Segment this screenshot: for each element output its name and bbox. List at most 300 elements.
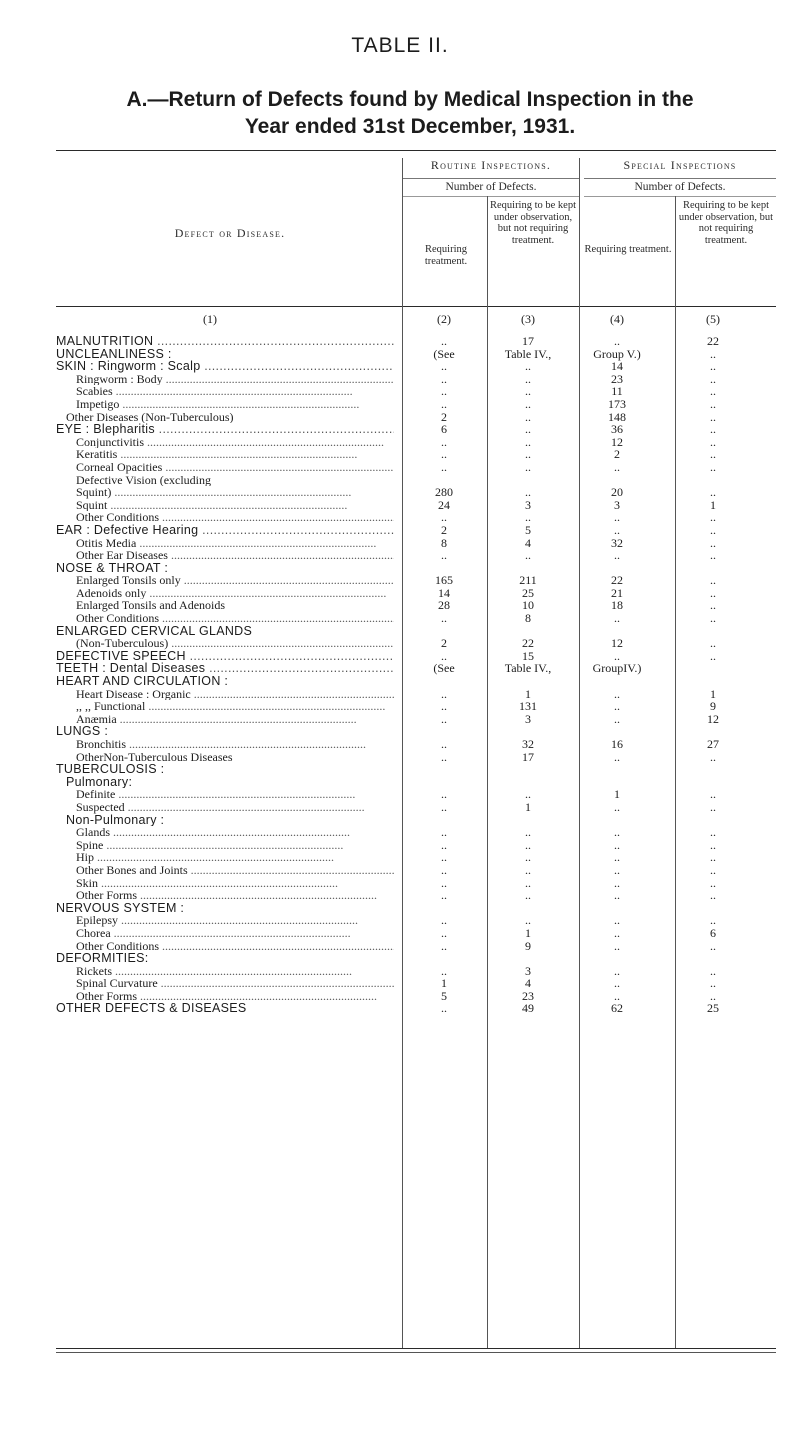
defect-label-text: Other Bones and Joints .....	[76, 864, 394, 877]
defect-label-text: Scabies .....	[76, 385, 353, 398]
cell-c5: 1	[710, 686, 716, 701]
defect-label	[76, 801, 394, 814]
cell-c2: 2	[441, 522, 447, 537]
cell-c2: ..	[441, 434, 447, 449]
cell-c3: 3	[525, 497, 531, 512]
table-row	[56, 448, 776, 461]
cell-c4: 16	[611, 737, 623, 751]
cell-c2: ..	[441, 396, 447, 411]
cell-c4: ..	[614, 711, 620, 726]
defect-label	[56, 360, 394, 373]
cell-c5: ..	[710, 988, 716, 1003]
defect-label	[56, 725, 394, 738]
defect-label-text: Other Diseases (Non-Tuberculous)	[66, 410, 234, 424]
cell-c5: ..	[710, 434, 716, 449]
table-row	[56, 952, 776, 965]
defect-label	[76, 914, 394, 927]
defect-column-header: Defect or Disease.	[174, 226, 286, 240]
defect-label-text: Pulmonary:	[66, 775, 133, 789]
defect-label-text: Skin .....	[76, 877, 338, 890]
defect-label-text: Squint .....	[76, 499, 347, 512]
defects-table-body	[56, 335, 776, 1015]
table-row	[56, 990, 776, 1003]
cell-c3: 3	[525, 963, 531, 978]
table-row	[56, 851, 776, 864]
defect-label	[56, 348, 394, 361]
table-row	[56, 499, 776, 512]
cell-c3: 1	[525, 686, 531, 701]
cell-c4: ..	[614, 913, 620, 928]
table-row	[56, 927, 776, 940]
cell-c4: ..	[614, 611, 620, 626]
cell-c4: GroupIV.)	[592, 661, 642, 676]
header-bottom-rule	[56, 306, 776, 307]
cell-c3: 25	[522, 585, 534, 600]
defect-label	[76, 511, 394, 524]
defect-label	[66, 776, 394, 789]
table-row	[56, 713, 776, 726]
defect-label	[56, 625, 394, 638]
cell-c2: ..	[441, 837, 447, 852]
special-number-underline	[584, 196, 776, 197]
cell-c2: ..	[441, 686, 447, 701]
cell-c3: ..	[525, 384, 531, 399]
cell-c5: ..	[710, 396, 716, 411]
defect-label	[76, 574, 394, 587]
defect-label	[76, 826, 394, 839]
defect-label	[76, 751, 394, 764]
cell-c2: (See	[433, 661, 455, 676]
defect-label	[56, 675, 394, 688]
table-row	[56, 662, 776, 675]
table-row	[56, 360, 776, 373]
cell-c3: 4	[525, 535, 531, 550]
col-number-1: (1)	[203, 312, 217, 326]
defect-label	[56, 763, 394, 776]
defect-label	[76, 927, 394, 940]
cell-c2: ..	[441, 459, 447, 474]
cell-c2: ..	[441, 875, 447, 890]
cell-c2: ..	[441, 799, 447, 814]
cell-c3: ..	[525, 434, 531, 449]
cell-c5: ..	[710, 938, 716, 953]
cell-c5: ..	[710, 384, 716, 399]
defect-label	[76, 474, 394, 487]
defect-label-text: LUNGS :	[56, 725, 109, 738]
cell-c5: ..	[710, 825, 716, 840]
defect-label	[76, 851, 394, 864]
table-row	[56, 574, 776, 587]
table-row	[56, 965, 776, 978]
cell-c5: ..	[710, 598, 716, 613]
defect-label-text: Spinal Curvature .....	[76, 977, 394, 990]
cell-c2: 2	[441, 636, 447, 651]
cell-c4: 3	[614, 497, 620, 512]
defect-label-text: DEFORMITIES:	[56, 952, 149, 965]
cell-c3: 3	[525, 711, 531, 726]
col-number-5: (5)	[706, 312, 720, 326]
defect-label-text: Glands .....	[76, 826, 350, 839]
cell-c2: 5	[441, 988, 447, 1003]
table-row	[56, 423, 776, 436]
defect-label	[76, 637, 394, 650]
table-row	[56, 751, 776, 764]
cell-c3: ..	[525, 396, 531, 411]
table-row	[56, 373, 776, 386]
table-row	[56, 826, 776, 839]
cell-c5: ..	[710, 787, 716, 802]
cell-c2: 2	[441, 409, 447, 424]
table-row	[56, 650, 776, 663]
table-row	[56, 524, 776, 537]
cell-c5: ..	[710, 888, 716, 903]
defect-label-text: Other Conditions .....	[76, 511, 394, 524]
cell-c4: 11	[611, 384, 623, 399]
defect-label-text: Suspected .....	[76, 801, 365, 814]
table-row	[56, 675, 776, 688]
table-row	[56, 940, 776, 953]
cell-c3: Table IV.,	[504, 346, 552, 361]
cell-c4: ..	[614, 686, 620, 701]
table-row	[56, 977, 776, 990]
cell-c2: 280	[435, 485, 453, 500]
defect-label	[76, 537, 394, 550]
table-row	[56, 587, 776, 600]
cell-c5: ..	[710, 422, 716, 437]
cell-c3: ..	[525, 862, 531, 877]
cell-c2: 28	[438, 598, 450, 613]
routine-inspections-header: Routine Inspections.	[430, 158, 552, 172]
routine-number-underline	[403, 196, 579, 197]
cell-c3: ..	[525, 548, 531, 563]
cell-c2: ..	[441, 825, 447, 840]
cell-c3: 9	[525, 938, 531, 953]
cell-c5: ..	[710, 409, 716, 424]
defect-label-text: Other Forms .....	[76, 990, 377, 1003]
defect-label-text: TUBERCULOSIS :	[56, 763, 165, 776]
defect-label	[76, 461, 394, 474]
table-row	[56, 776, 776, 789]
table-row	[56, 625, 776, 638]
cell-c2: ..	[441, 334, 447, 348]
defect-label	[76, 436, 394, 449]
col-number-4: (4)	[610, 312, 624, 326]
defect-label	[56, 524, 394, 537]
defect-label-text: MALNUTRITION .....	[56, 335, 394, 348]
table-row	[56, 839, 776, 852]
cell-c2: ..	[441, 913, 447, 928]
defect-label	[76, 877, 394, 890]
table-row	[56, 637, 776, 650]
defect-label-text: NERVOUS SYSTEM :	[56, 901, 185, 915]
cell-c5: ..	[710, 510, 716, 525]
special-requiring-observation: Requiring to be kept under observation, but not requiring treatment.	[678, 200, 774, 246]
cell-c4: ..	[614, 510, 620, 525]
table-row	[56, 348, 776, 361]
table-row	[56, 537, 776, 550]
table-row	[56, 612, 776, 625]
cell-c5: ..	[710, 548, 716, 563]
cell-c2: ..	[441, 447, 447, 462]
defect-label-text: OTHER DEFECTS & DISEASES	[56, 1002, 247, 1016]
table-row	[56, 877, 776, 890]
cell-c2: (See	[433, 346, 455, 361]
cell-c5: 6	[710, 925, 716, 940]
cell-c2: ..	[441, 737, 447, 751]
cell-c2: ..	[441, 925, 447, 940]
cell-c3: 1	[525, 925, 531, 940]
cell-c4: ..	[614, 988, 620, 1003]
defect-label	[56, 662, 394, 675]
cell-c5: ..	[710, 585, 716, 600]
table-row	[56, 902, 776, 915]
defect-label	[76, 587, 394, 600]
defect-label-text: Conjunctivitis .....	[76, 436, 384, 449]
cell-c4: ..	[614, 648, 620, 663]
table-row	[56, 562, 776, 575]
table-row	[56, 864, 776, 877]
cell-c3: ..	[525, 359, 531, 374]
cell-c3: ..	[525, 371, 531, 386]
defect-label-text: Defective Vision (excluding	[76, 473, 212, 487]
cell-c5: 9	[710, 699, 716, 714]
col-number-2: (2)	[437, 312, 451, 326]
cell-c5: 27	[707, 737, 719, 751]
cell-c5: ..	[710, 850, 716, 865]
cell-c4: ..	[614, 963, 620, 978]
cell-c4: 21	[611, 585, 623, 600]
defect-label	[76, 977, 394, 990]
cell-c4: ..	[614, 699, 620, 714]
defect-label-text: Impetigo .....	[76, 398, 359, 411]
defect-label-text: Other Forms .....	[76, 889, 377, 902]
defect-label-text: Other Ear Diseases .....	[76, 549, 394, 562]
table-row	[56, 801, 776, 814]
special-requiring-treatment: Requiring treatment.	[584, 244, 672, 255]
cell-c5: ..	[710, 963, 716, 978]
defect-label	[76, 398, 394, 411]
special-underline	[584, 178, 776, 179]
cell-c2: ..	[441, 749, 447, 764]
table-row	[56, 474, 776, 487]
cell-c4: ..	[614, 799, 620, 814]
defect-label	[76, 499, 394, 512]
cell-c5: ..	[710, 862, 716, 877]
defect-label	[66, 411, 394, 424]
cell-c5: ..	[710, 459, 716, 474]
routine-number-of-defects: Number of Defects.	[445, 181, 537, 193]
cell-c4: ..	[614, 976, 620, 991]
cell-c3: 23	[522, 988, 534, 1003]
defect-label	[76, 599, 394, 612]
table-row	[56, 385, 776, 398]
defect-label	[56, 902, 394, 915]
table-row	[56, 700, 776, 713]
cell-c5: ..	[710, 611, 716, 626]
defect-label	[76, 713, 394, 726]
defect-label-text: NOSE & THROAT :	[56, 561, 169, 575]
table-row	[56, 788, 776, 801]
routine-underline	[403, 178, 579, 179]
cell-c2: ..	[441, 548, 447, 563]
cell-c2: 8	[441, 535, 447, 550]
cell-c4: Group V.)	[593, 346, 641, 361]
cell-c4: ..	[614, 749, 620, 764]
cell-c2: ..	[441, 648, 447, 663]
defect-label-text: Heart Disease : Organic .....	[76, 688, 394, 701]
defect-label-text: Bronchitis .....	[76, 738, 366, 751]
defect-label-text: EAR : Defective Hearing .....	[56, 524, 394, 537]
cell-c2: ..	[441, 611, 447, 626]
cell-c4: 22	[611, 573, 623, 588]
cell-c3: ..	[525, 787, 531, 802]
defect-label-text: Other Conditions .....	[76, 612, 394, 625]
cell-c3: ..	[525, 459, 531, 474]
report-heading	[60, 86, 760, 140]
routine-requiring-treatment: Requiring treatment.	[424, 244, 468, 267]
special-number-of-defects: Number of Defects.	[634, 181, 726, 193]
cell-c3: ..	[525, 888, 531, 903]
defect-label-text: HEART AND CIRCULATION :	[56, 675, 229, 688]
cell-c3: 8	[525, 611, 531, 626]
defect-label	[56, 1002, 394, 1015]
cell-c4: ..	[614, 548, 620, 563]
cell-c3: 17	[522, 334, 534, 348]
bottom-rule	[56, 1348, 776, 1349]
table-row	[56, 889, 776, 902]
defect-label-text: Chorea .....	[76, 927, 351, 940]
cell-c3: 211	[519, 573, 537, 588]
cell-c4: ..	[614, 888, 620, 903]
cell-c5: ..	[710, 535, 716, 550]
cell-c5: ..	[710, 371, 716, 386]
cell-c2: ..	[441, 384, 447, 399]
cell-c4: ..	[614, 862, 620, 877]
cell-c5: ..	[710, 913, 716, 928]
defect-label-text: Non-Pulmonary :	[66, 813, 165, 827]
table-row	[56, 814, 776, 827]
defect-label	[76, 373, 394, 386]
cell-c3: ..	[525, 447, 531, 462]
cell-c2: 165	[435, 573, 453, 588]
cell-c2: ..	[441, 963, 447, 978]
defect-label	[76, 839, 394, 852]
defect-label-text: ENLARGED CERVICAL GLANDS	[56, 624, 253, 638]
cell-c4: 173	[608, 396, 626, 411]
cell-c2: ..	[441, 938, 447, 953]
defect-label-text: TEETH : Dental Diseases .....	[56, 662, 394, 675]
table-row	[56, 486, 776, 499]
cell-c4: 36	[611, 422, 623, 437]
cell-c3: 22	[522, 636, 534, 651]
cell-c4: ..	[614, 875, 620, 890]
heading-line-2: Year ended 31st December, 1931.	[244, 115, 576, 138]
cell-c4: 1	[614, 787, 620, 802]
defect-label	[76, 965, 394, 978]
defect-label	[76, 385, 394, 398]
cell-c2: 1	[441, 976, 447, 991]
cell-c5: ..	[710, 485, 716, 500]
cell-c5: ..	[710, 976, 716, 991]
cell-c3: 32	[522, 737, 534, 751]
cell-c4: 2	[614, 447, 620, 462]
cell-c3: 15	[522, 648, 534, 663]
defect-label-text: UNCLEANLINESS :	[56, 347, 172, 361]
cell-c2: ..	[441, 888, 447, 903]
cell-c3: 17	[522, 749, 534, 764]
defect-label	[66, 814, 394, 827]
cell-c2: ..	[441, 359, 447, 374]
defect-label-text: EYE : Blepharitis .....	[56, 423, 394, 436]
cell-c2: ..	[441, 1001, 447, 1016]
cell-c3: Table IV.,	[504, 661, 552, 676]
cell-c4: ..	[614, 850, 620, 865]
cell-c2: 14	[438, 585, 450, 600]
defect-label	[76, 788, 394, 801]
cell-c3: ..	[525, 485, 531, 500]
heading-line-1: A.—Return of Defects found by Medical Inspection in the	[126, 88, 694, 111]
defect-label	[56, 423, 394, 436]
cell-c2: 24	[438, 497, 450, 512]
cell-c3: 1	[525, 799, 531, 814]
cell-c3: 5	[525, 522, 531, 537]
defect-label	[76, 990, 394, 1003]
cell-c5: ..	[710, 799, 716, 814]
defect-label	[76, 940, 394, 953]
cell-c4: 148	[608, 409, 626, 424]
cell-c3: ..	[525, 422, 531, 437]
defect-label-text: Other Conditions .....	[76, 940, 394, 953]
cell-c5: 22	[707, 334, 719, 348]
defect-label-text: Epilepsy .....	[76, 914, 358, 927]
cell-c4: 12	[611, 434, 623, 449]
cell-c4: 20	[611, 485, 623, 500]
cell-c5: ..	[710, 447, 716, 462]
table-row	[56, 335, 776, 348]
cell-c5: ..	[710, 837, 716, 852]
cell-c5: 12	[707, 711, 719, 726]
defect-label-text: Definite .....	[76, 788, 355, 801]
defect-label-text: Otitis Media .....	[76, 537, 376, 550]
cell-c4: ..	[614, 938, 620, 953]
cell-c5: 1	[710, 497, 716, 512]
defect-label-text: Spine .....	[76, 839, 343, 852]
cell-c2: ..	[441, 787, 447, 802]
special-inspections-header: Special Inspections	[623, 158, 737, 172]
table-row	[56, 398, 776, 411]
cell-c2: ..	[441, 699, 447, 714]
col-number-3: (3)	[521, 312, 535, 326]
top-rule	[56, 150, 776, 151]
cell-c5: ..	[710, 573, 716, 588]
table-row	[56, 461, 776, 474]
defect-label	[56, 562, 394, 575]
defect-label	[76, 864, 394, 877]
cell-c5: ..	[710, 346, 716, 361]
cell-c3: ..	[525, 913, 531, 928]
routine-requiring-observation: Requiring to be kept under observation, but not requiring treatment.	[489, 200, 577, 246]
defect-label	[76, 448, 394, 461]
cell-c5: ..	[710, 648, 716, 663]
defect-label-text: Hip .....	[76, 851, 334, 864]
cell-c5: ..	[710, 749, 716, 764]
defect-label	[76, 738, 394, 751]
defect-label	[56, 335, 394, 348]
cell-c4: ..	[614, 522, 620, 537]
defect-label-text: DEFECTIVE SPEECH .....	[56, 650, 394, 663]
bottom-rule-2	[56, 1352, 776, 1353]
table-row	[56, 763, 776, 776]
